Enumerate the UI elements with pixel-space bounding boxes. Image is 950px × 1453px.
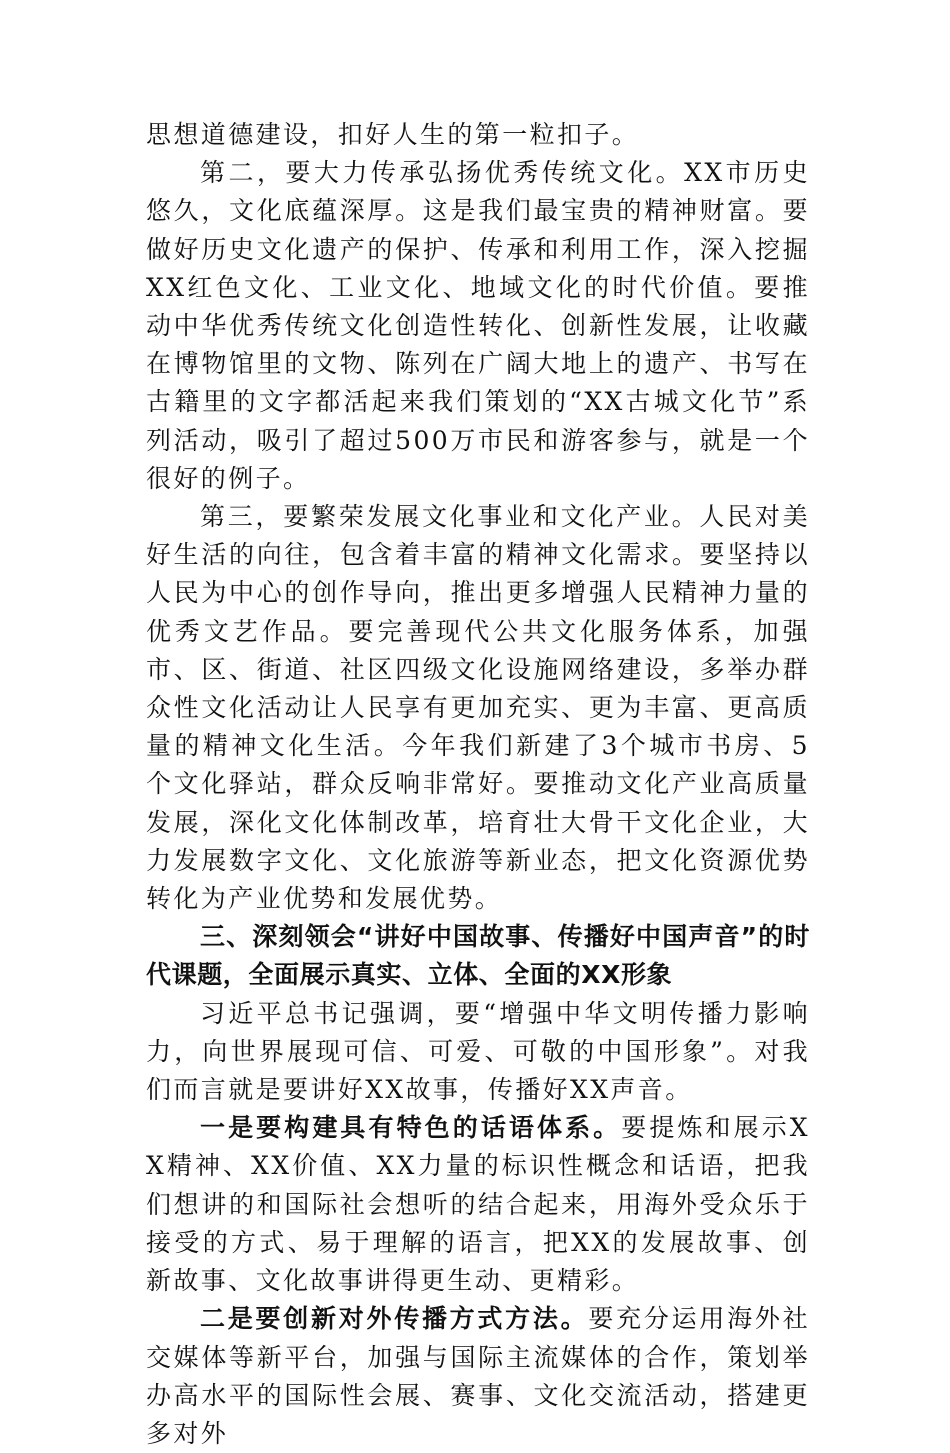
point-two-body: 要充分运用海外社交媒体等新平台，加强与国际主流媒体的合作，策划举办高水平的国际性会展、赛事、文化交流活动，搭建更多对外 bbox=[146, 1304, 811, 1448]
paragraph-second-point: 第二，要大力传承弘扬优秀传统文化。XX市历史悠久，文化底蕴深厚。这是我们最宝贵的精神财富。要做好历史文化遗产的保护、传承和利用工作，深入挖掘XX红色文化、工业文化、地域文化的时代价值。要推动中华优秀传统文化创造性转化、创新性发展，让收藏在博物馆里的文物、陈列在广阔大地上的遗产、书写在古籍里的文字都活起来我们策划的“XX古城文化节”系列活动，吸引了超过500万市民和游客参与，就是一个很好的例子。 bbox=[146, 158, 810, 493]
paragraph-point-one bbox=[146, 1109, 810, 1300]
paragraph-continuation: 思想道德建设，扣好人生的第一粒扣子。 bbox=[146, 120, 640, 149]
section-heading-three: 三、深刻领会“讲好中国故事、传播好中国声音”的时代课题，全面展示真实、立体、全面的XX形象 bbox=[146, 922, 810, 990]
point-two-lead: 二是要创新对外传播方式方法。 bbox=[200, 1304, 589, 1334]
paragraph-third-point: 第三，要繁荣发展文化事业和文化产业。人民对美好生活的向往，包含着丰富的精神文化需求。要坚持以人民为中心的创作导向，推出更多增强人民精神力量的优秀文艺作品。要完善现代公共文化服务体系，加强市、区、街道、社区四级文化设施网络建设，多举办群众性文化活动让人民享有更加充实、更为丰富、更高质量的精神文化生活。今年我们新建了3个城市书房、5个文化驿站，群众反响非常好。要推动文化产业高质量发展，深化文化体制改革，培育壮大骨干文化企业，大力发展数字文化、文化旅游等新业态，把文化资源优势转化为产业优势和发展优势。 bbox=[146, 502, 810, 914]
point-one-lead: 一是要构建具有特色的话语体系。 bbox=[200, 1113, 622, 1143]
paragraph-intro: 习近平总书记强调，要“增强中华文明传播力影响力，向世界展现可信、可爱、可敬的中国形象”。对我们而言就是要讲好XX故事，传播好XX声音。 bbox=[146, 998, 810, 1105]
point-one-body: 要提炼和展示XX精神、XX价值、XX力量的标识性概念和话语，把我们想讲的和国际社会想听的结合起来，用海外受众乐于接受的方式、易于理解的语言，把XX的发展故事、创新故事、文化故事讲得更生动、更精彩。 bbox=[146, 1113, 810, 1296]
document-body bbox=[146, 116, 810, 1453]
paragraph-point-two bbox=[146, 1300, 810, 1453]
